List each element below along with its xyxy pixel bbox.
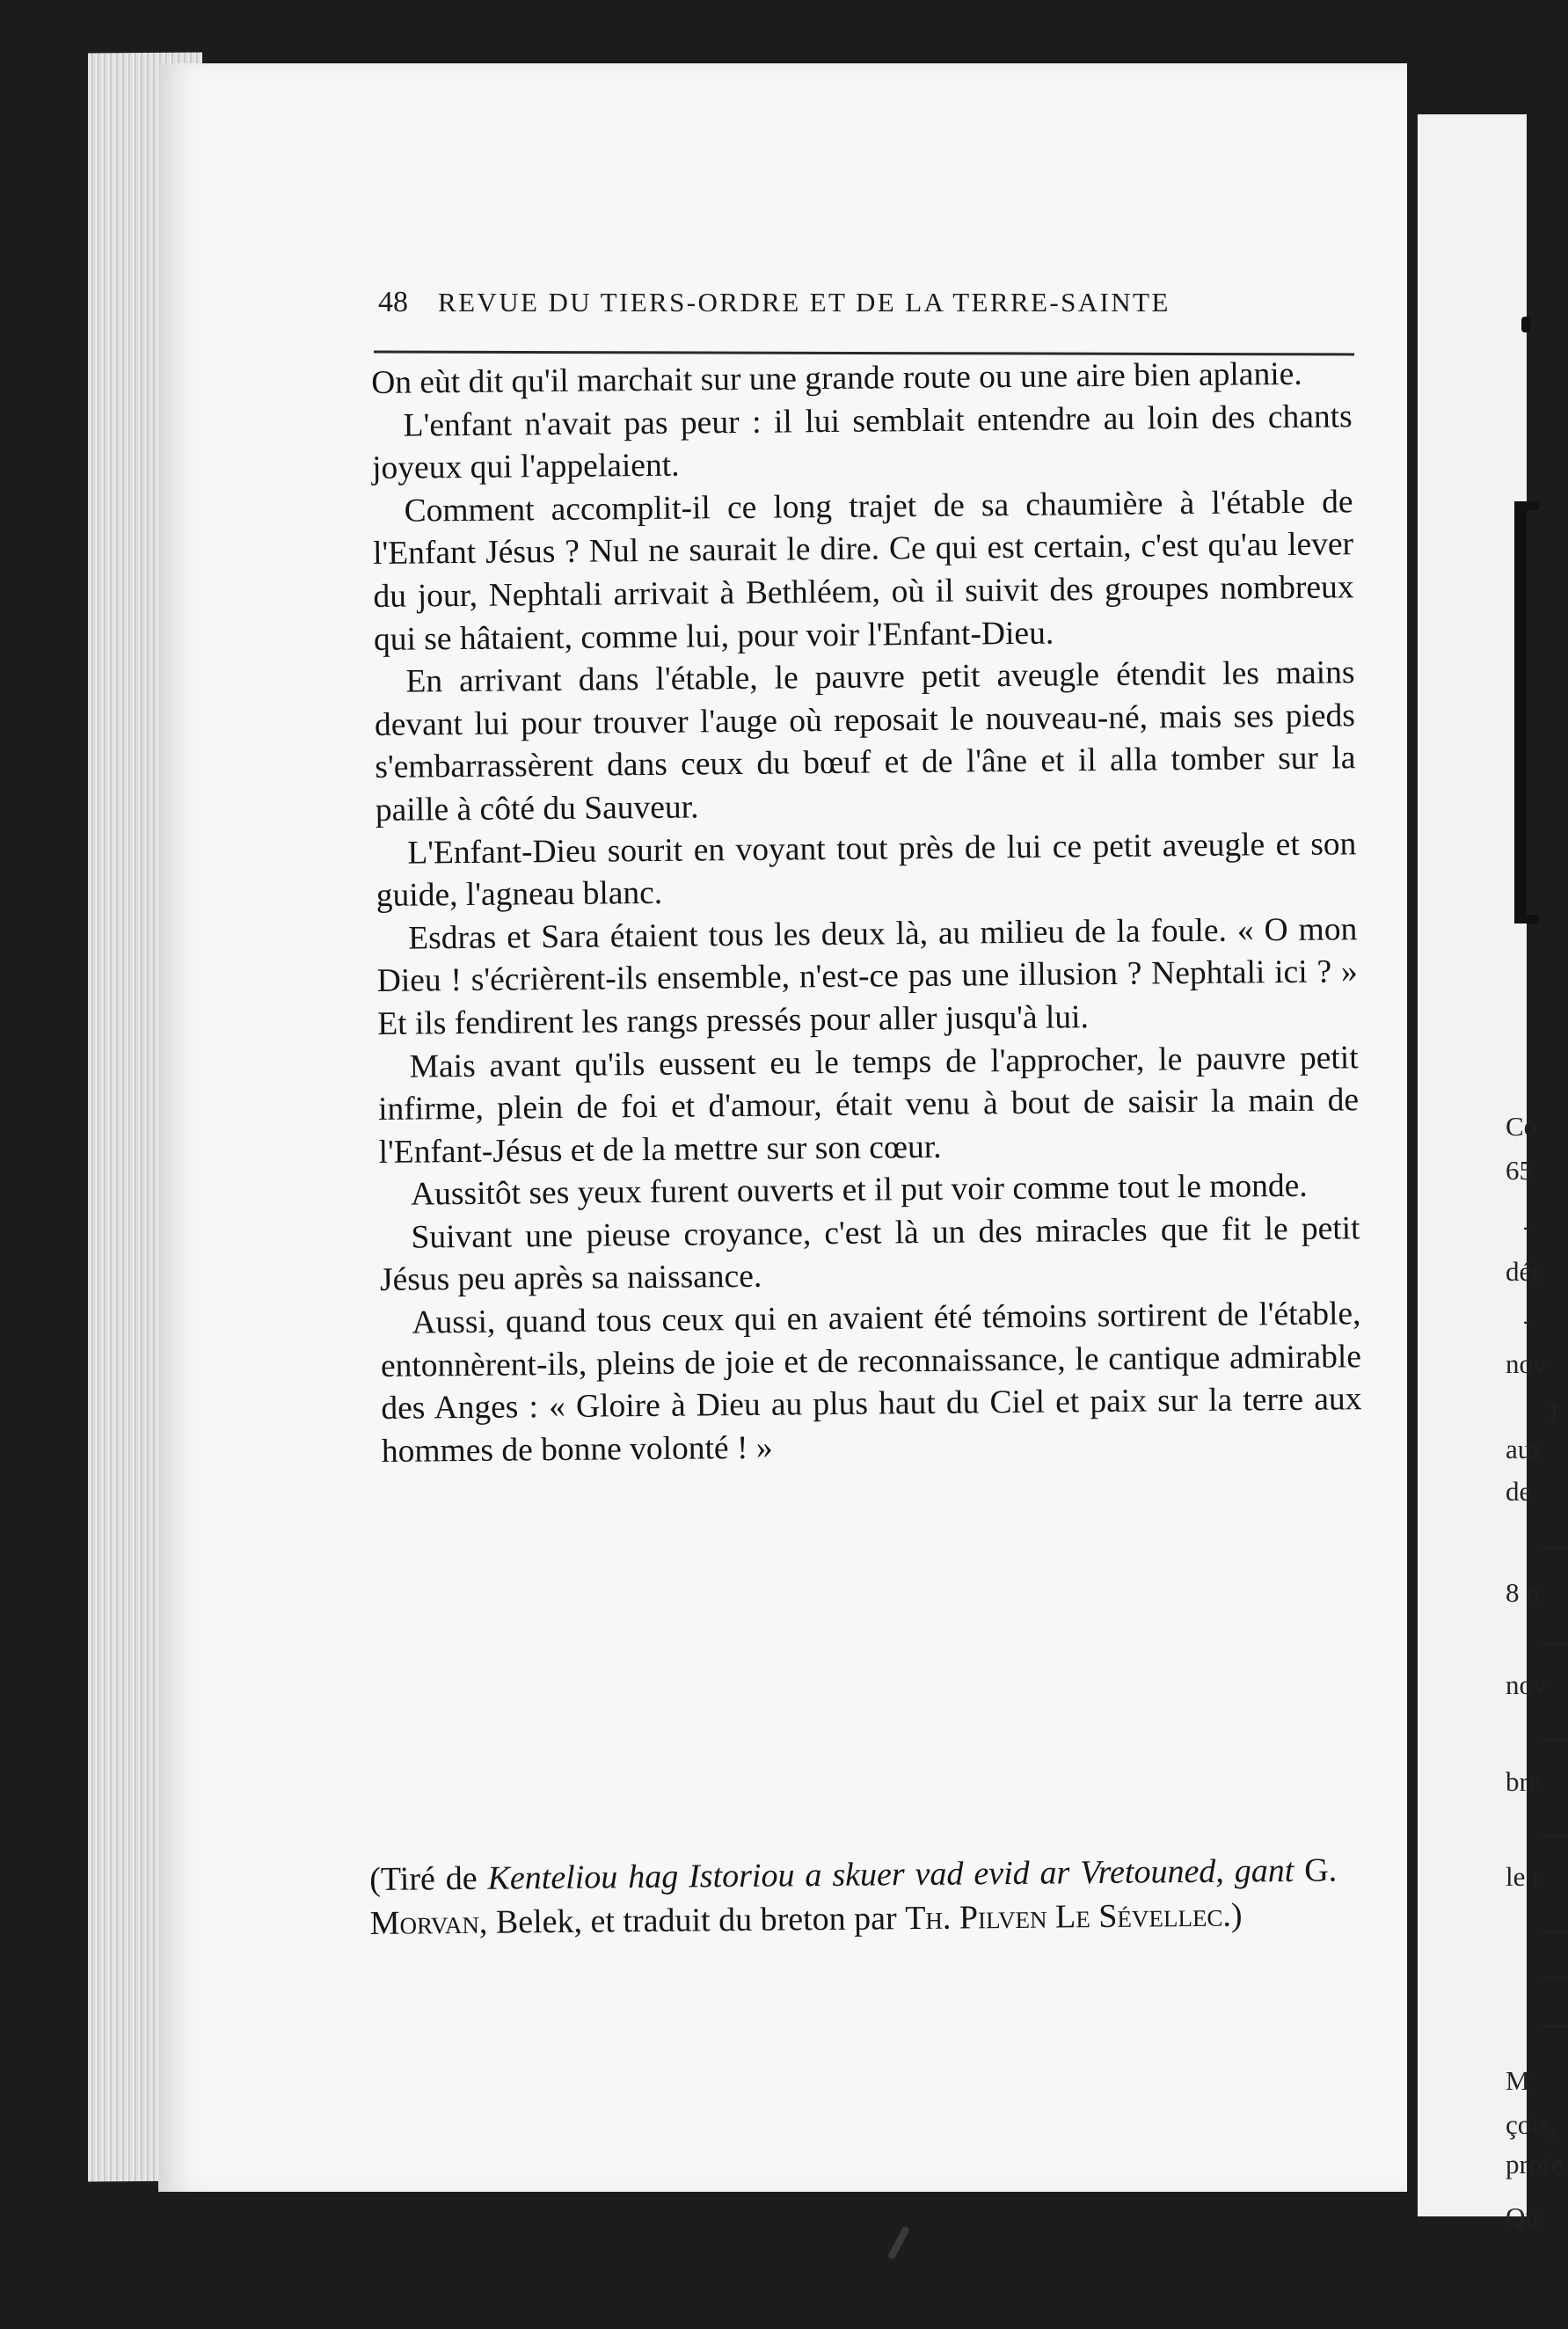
citation-translator: Th. Pilven Le Sévellec (905, 1896, 1223, 1938)
body-text (371, 353, 1362, 1473)
facing-page (1418, 114, 1568, 2232)
facing-page-fragment: M (1506, 2065, 1530, 2096)
facing-page-fragment: déc (1506, 1256, 1544, 1287)
facing-page-fragment: bre (1506, 1766, 1541, 1797)
paragraph: Aussitôt ses yeux furent ouverts et il put voir comme tout le monde. (410, 1168, 1308, 1213)
paragraph: L'enfant n'avait pas peur : il lui semblait entendre au loin des chants joyeux qui l'appelaient. (371, 398, 1353, 487)
facing-page-fragment: Qu (1506, 2201, 1539, 2232)
facing-page-fragment: le r (1506, 1861, 1542, 1892)
facing-page-fragment: — (1541, 1530, 1568, 1561)
citation-open: (Tiré de (369, 1859, 488, 1898)
paragraph: Comment accomplit-il ce long trajet de sa chaumière à l'étable de l'Enfant Jésus ? Nul ne saurait le dire. Ce qui est certain, c'est qu'au lever du jour, Nephtali arrivait à Bethléem, où il suivit des groupes nombreux qui se hâtaient, comme lui, pour voir l'Enfant-Dieu. (372, 484, 1354, 658)
paragraph: On eùt dit qu'il marchait sur une grande route ou une aire bien aplanie. (371, 355, 1302, 401)
paragraph: Esdras et Sara étaient tous les deux là, au milieu de la foule. « O mon Dieu ! s'écrièrent-ils ensemble, n'est-ce pas une illusion ? Nephtali ici ? » Et ils fendirent les rangs pressés pour aller jusqu'à lui. (376, 910, 1358, 1042)
facing-page-fragment: - (1523, 1210, 1533, 1241)
running-head (378, 286, 1354, 319)
facing-page-frame (1514, 501, 1539, 924)
paragraph: Aussi, quand tous ceux qui en avaient été témoins sortirent de l'étable, entonnèrent-ils, pleins de joie et de reconnaissance, le cantique admirable des Anges : « Gloire à Dieu au plus haut du Ciel et paix sur la terre aux hommes de bonne volonté ! » (380, 1296, 1362, 1470)
citation-author: G. Morvan (369, 1851, 1338, 1942)
citation-middle: , Belek, et traduit du breton par (478, 1900, 906, 1941)
facing-page-fragment: nov (1506, 1669, 1547, 1700)
paragraph: L'Enfant-Dieu sourit en voyant tout près de lui ce petit aveugle et son guide, l'agneau blanc. (376, 825, 1357, 915)
facing-page-fragment: — (1541, 1914, 1568, 1945)
facing-page-fragment: I (1550, 1397, 1559, 1427)
facing-page-fragment: 65 (1506, 1155, 1533, 1186)
facing-page-fragment: çois, (1506, 2109, 1557, 2140)
citation-by: gant (1234, 1851, 1295, 1890)
facing-page-fragment: — (1541, 1625, 1568, 1656)
citation-close: .) (1222, 1896, 1243, 1934)
facing-page-fragment: — (1541, 1960, 1568, 1990)
facing-page-fragment: de (1506, 1476, 1532, 1507)
facing-page-fragment: aux (1506, 1434, 1545, 1464)
citation-title: Kenteliou hag Istoriou a skuer vad evid ar Vretouned, (487, 1852, 1225, 1897)
source-citation (369, 1848, 1338, 1946)
facing-page-fragment: - (1523, 1304, 1533, 1335)
facing-page-fragment: — (1541, 2008, 1568, 2039)
facing-page-mark (1521, 317, 1530, 332)
paragraph: Mais avant qu'ils eussent eu le temps de l'approcher, le pauvre petit infirme, plein de foi et d'amour, était venu à bout de saisir la main de l'Enfant-Jésus et de la mettre sur son cœur. (377, 1039, 1360, 1171)
facing-page-fragment: nov (1506, 1348, 1547, 1379)
paragraph: En arrivant dans l'étable, le pauvre petit aveugle étendit les mains devant lui pour trouver l'auge où reposait le nouveau-né, mais ses pieds s'embarrassèrent dans ceux du bœuf et de l'âne et il alla tomber sur la paille à côté du Sauveur. (374, 654, 1356, 829)
facing-page-fragment: — (1541, 1722, 1568, 1753)
scan-mark (887, 2225, 910, 2260)
facing-page-fragment: Co (1506, 1111, 1538, 1142)
facing-page-fragment: profe (1506, 2149, 1564, 2179)
page-number: 48 (378, 286, 408, 318)
facing-page-fragment: 8 n (1506, 1577, 1540, 1608)
running-title: REVUE DU TIERS-ORDRE ET DE LA TERRE-SAINTE (438, 287, 1171, 318)
paragraph: Suivant une pieuse croyance, c'est là un des miracles que fit le petit Jésus peu après sa naissance. (379, 1210, 1360, 1299)
facing-page-fragment: — (1541, 1817, 1568, 1848)
